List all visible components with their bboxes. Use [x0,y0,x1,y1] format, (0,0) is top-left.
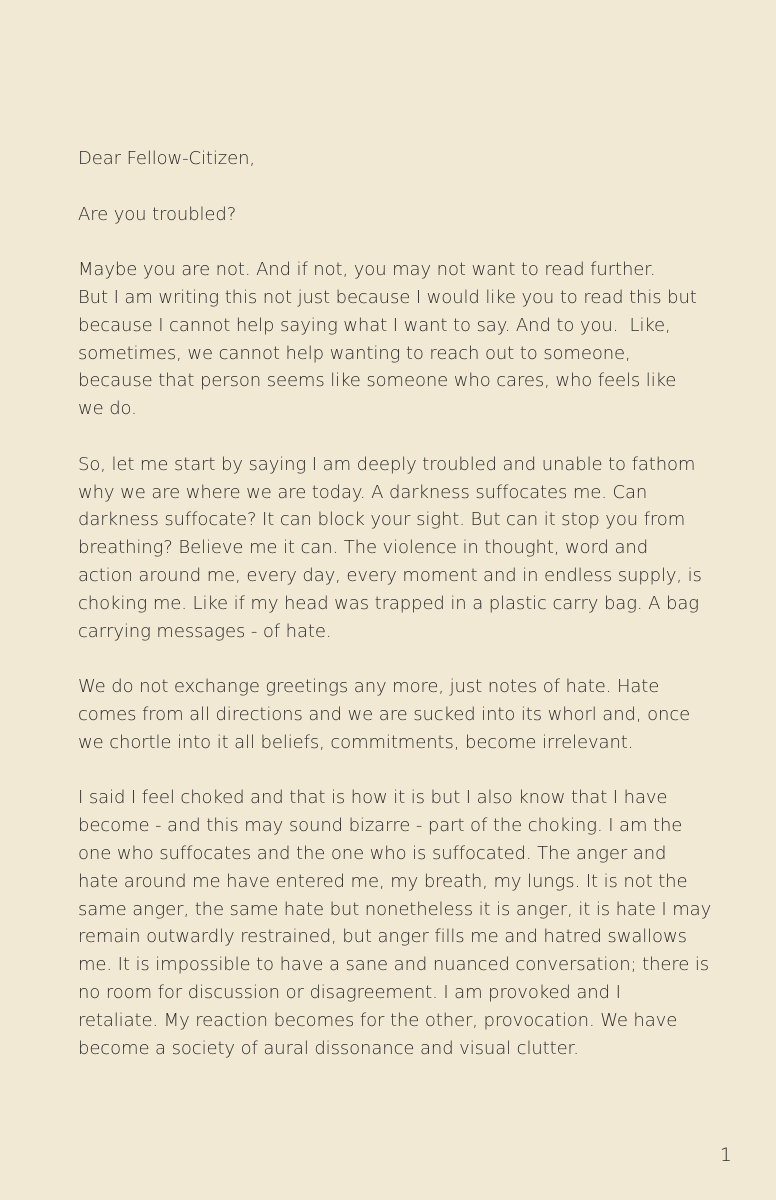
paragraph-line: darkness suffocate? It can block your sight. But can it stop you from [78,509,686,531]
paragraph-1 [78,256,708,423]
paragraph-line: why we are where we are today. A darkness suffocates me. Can [78,481,648,503]
paragraph-line: breathing? Believe me it can. The violence in thought, word and [78,537,649,559]
paragraph-line: become - and this may sound bizarre - part of the choking. I am the [78,815,683,837]
paragraph-line: So, let me start by saying I am deeply troubled and unable to fathom [78,453,696,475]
paragraph-line: become a society of aural dissonance and visual clutter. [78,1037,579,1059]
paragraph-line: We do not exchange greetings any more, just notes of hate. Hate [78,676,660,698]
paragraph-line: I said I feel choked and that is how it is but I also know that I have [78,787,668,809]
paragraph-3 [78,673,708,756]
paragraph-line: because that person seems like someone who cares, who feels like [78,370,677,392]
paragraph-line: sometimes, we cannot help wanting to reach out to someone, [78,342,631,364]
letter-body [78,145,712,1062]
paragraph-line: action around me, every day, every moment and in endless supply, is [78,564,702,586]
paragraph-line: choking me. Like if my head was trapped in a plastic carry bag. A bag [78,592,699,614]
paragraph-line: remain outwardly restrained, but anger fills me and hatred swallows [78,926,687,948]
paragraph-line: retaliate. My reaction becomes for the other, provocation. We have [78,1009,678,1031]
paragraph-line: me. It is impossible to have a sane and nuanced conversation; there is [78,954,710,976]
paragraph-line: But I am writing this not just because I would like you to read this but [78,286,697,308]
paragraph-line: Maybe you are not. And if not, you may not want to read further. [78,259,656,281]
paragraph-4 [78,784,712,1062]
paragraph-line: same anger, the same hate but nonetheless it is anger, it is hate I may [78,898,712,920]
paragraph-line: we do. [78,398,137,420]
paragraph-2 [78,451,708,646]
paragraph-line: one who suffocates and the one who is suffocated. The anger and [78,842,667,864]
paragraph-line: no room for discussion or disagreement. I am provoked and I [78,981,621,1003]
page-number: 1 [719,1144,732,1166]
paragraph-line: we chortle into it all beliefs, commitments, become irrelevant. [78,731,634,753]
paragraph-line: hate around me have entered me, my breath, my lungs. It is not the [78,870,688,892]
opening-question: Are you troubled? [78,203,237,225]
paragraph-line: comes from all directions and we are sucked into its whorl and, once [78,703,691,725]
salutation: Dear Fellow-Citizen, [78,148,256,169]
paragraph-line: because I cannot help saying what I want to say. And to you. Like, [78,314,671,336]
paragraph-line: carrying messages - of hate. [78,620,332,642]
